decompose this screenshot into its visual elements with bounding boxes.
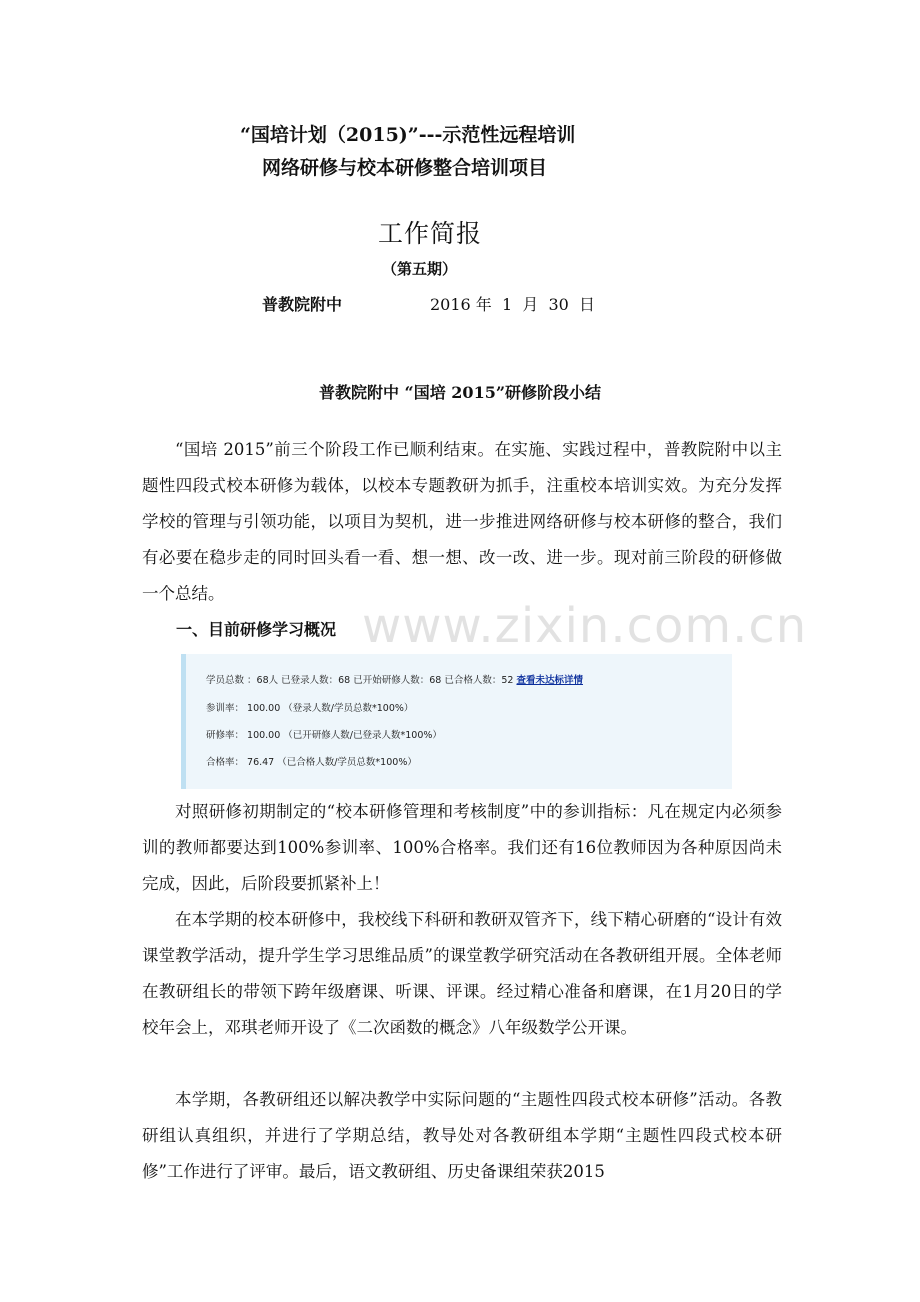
stats-totals-text: 学员总数 ：68人 已登录人数：68 已开始研修人数：68 已合格人数：52 bbox=[206, 675, 517, 686]
bulletin-title: 工作简报 bbox=[378, 219, 483, 248]
view-unqualified-details-link[interactable]: 查看未达标详情 bbox=[516, 675, 583, 686]
issue-number: （第五期） bbox=[382, 260, 458, 278]
paragraph-group-activities: 本学期，各教研组还以解决教学中实际问题的“主题性四段式校本研修”活动。各教研组认真组织，并进行了学期总结，教导处对各教研组本学期“主题性四段式校本研修”工作进行了评审。最后，语文教研组、历史备课组荣获2015 bbox=[142, 1090, 782, 1181]
stats-row-participation-rate: 参训率： 100.00 （登录人数/学员总数*100%） bbox=[206, 703, 414, 714]
stats-row-study-rate: 研修率： 100.00 （已开研修人数/已登录人数*100%） bbox=[206, 730, 442, 741]
section-title: 普教院附中 “国培 2015”研修阶段小结 bbox=[318, 383, 602, 402]
watermark: www.zixin.com.cn bbox=[362, 598, 808, 654]
paragraph-intro: “国培 2015”前三个阶段工作已顺利结束。在实施、实践过程中，普教院附中以主题性四段式校本研修为载体，以校本专题教研为抓手，注重校本培训实效。为充分发挥学校的管理与引领功能，以项目为契机，进一步推进网络研修与校本研修的整合，我们有必要在稳步走的同时回头看一看、想一想、改一改、进一步。现对前三阶段的研修做一个总结。 bbox=[142, 440, 782, 603]
project-title-line-1: “国培计划（2015)”---示范性远程培训 bbox=[240, 124, 576, 146]
school-name: 普教院附中 bbox=[262, 295, 343, 314]
heading-overview: 一、目前研修学习概况 bbox=[176, 620, 337, 639]
bulletin-date: 2016 年 1 月 30 日 bbox=[430, 295, 596, 314]
paragraph-indicators: 对照研修初期制定的“校本研修管理和考核制度”中的参训指标：凡在规定内必须参训的教师都要达到100%参训率、100%合格率。我们还有16位教师因为各种原因尚未完成，因此，后阶段要抓紧补上！ bbox=[142, 802, 782, 893]
project-title-line-2: 网络研修与校本研修整合培训项目 bbox=[262, 157, 548, 179]
stats-row-pass-rate: 合格率： 76.47 （已合格人数/学员总数*100%） bbox=[206, 757, 417, 768]
stats-row-totals bbox=[206, 672, 583, 686]
paragraph-school-research: 在本学期的校本研修中，我校线下科研和教研双管齐下，线下精心研磨的“设计有效课堂教学活动，提升学生学习思维品质”的课堂教学研究活动在各教研组开展。全体老师在教研组长的带领下跨年级磨课、听课、评课。经过精心准备和磨课，在1月20日的学校年会上，邓琪老师开设了《二次函数的概念》八年级数学公开课。 bbox=[142, 910, 782, 1037]
study-stats-panel bbox=[181, 654, 732, 789]
